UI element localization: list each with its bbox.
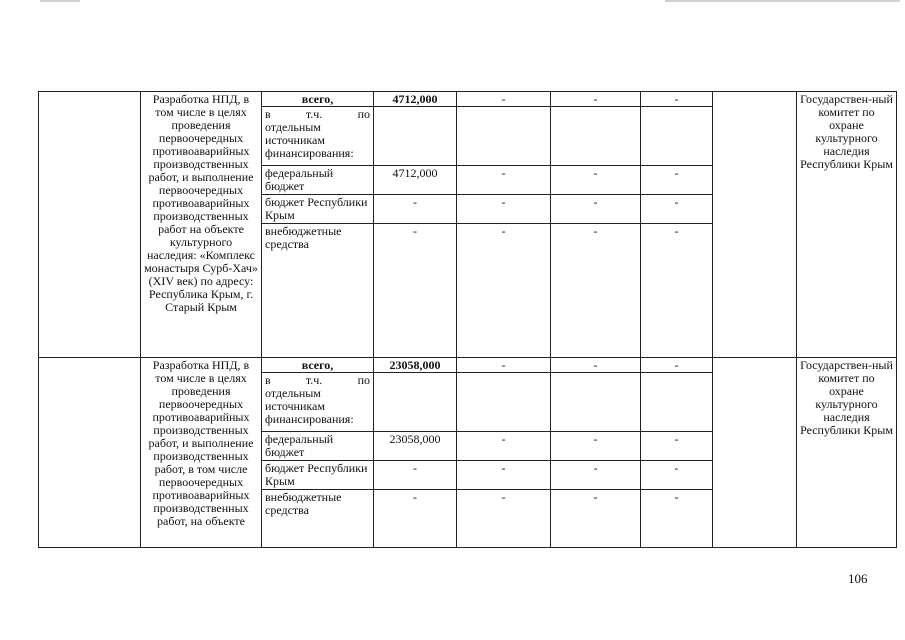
dash-cell: - <box>641 195 713 224</box>
dash-cell: - <box>457 92 551 107</box>
dash-cell: - <box>457 358 551 373</box>
empty-cell <box>457 107 551 166</box>
dash-cell: - <box>551 166 641 195</box>
activity-title: Разработка НПД, в том числе в целях проведения первоочередных противоаварийных производственных работ, и выполнение первоочередных противоаварийных производственных работ на объекте культурного наследия: «Комплекс монастыря Сурб-Хач» (XIV век) по адресу: Республика Крым, г. Старый Крым <box>141 92 262 358</box>
total-value: 4712,000 <box>374 92 457 107</box>
dash-cell: - <box>374 461 457 490</box>
empty-cell <box>641 107 713 166</box>
activity-title: Разработка НПД, в том числе в целях проведения первоочередных противоаварийных производственных работ, и выполнение производственных работ, в том числе первоочередных противоаварийных производственных работ, на объекте <box>141 358 262 548</box>
dash-cell: - <box>551 92 641 107</box>
including-word: в <box>265 373 271 387</box>
source-extrabudget-label: внебюджетные средства <box>262 224 374 358</box>
dash-cell: - <box>457 224 551 358</box>
dash-cell: - <box>641 461 713 490</box>
dash-cell: - <box>457 461 551 490</box>
including-rest: отдельным источникам финансирования: <box>265 386 354 426</box>
dash-cell: - <box>551 432 641 461</box>
empty-cell <box>551 107 641 166</box>
dash-cell: - <box>641 358 713 373</box>
dash-cell: - <box>374 195 457 224</box>
organization: Государствен-ный комитет по охране культурного наследия Республики Крым <box>797 358 897 548</box>
empty-cell <box>551 373 641 432</box>
scan-mark-right <box>665 0 900 2</box>
source-republic-label: бюджет Республики Крым <box>262 461 374 490</box>
dash-cell: - <box>457 490 551 548</box>
empty-cell <box>374 373 457 432</box>
dash-cell: - <box>374 490 457 548</box>
dash-cell: - <box>457 166 551 195</box>
source-republic-label: бюджет Республики Крым <box>262 195 374 224</box>
dash-cell: - <box>641 92 713 107</box>
dash-cell: - <box>551 461 641 490</box>
including-word: т.ч. <box>305 373 323 387</box>
dash-cell: - <box>551 490 641 548</box>
empty-cell <box>713 358 797 548</box>
including-rest: отдельным источникам финансирования: <box>265 120 354 160</box>
dash-cell: - <box>641 490 713 548</box>
funding-table <box>38 91 897 548</box>
organization: Государствен-ный комитет по охране культурного наследия Республики Крым <box>797 92 897 358</box>
empty-cell <box>39 358 141 548</box>
dash-cell: - <box>641 432 713 461</box>
scan-mark-left <box>40 0 80 2</box>
empty-cell <box>713 92 797 358</box>
dash-cell: - <box>457 195 551 224</box>
dash-cell: - <box>641 224 713 358</box>
empty-cell <box>374 107 457 166</box>
table-row <box>39 92 897 107</box>
dash-cell: - <box>641 166 713 195</box>
source-federal-label: федеральный бюджет <box>262 166 374 195</box>
source-including-label <box>262 373 374 432</box>
dash-cell: - <box>457 432 551 461</box>
including-word: т.ч. <box>305 107 323 121</box>
source-total-label: всего, <box>262 92 374 107</box>
table-row <box>39 358 897 373</box>
empty-cell <box>39 92 141 358</box>
empty-cell <box>457 373 551 432</box>
dash-cell: - <box>374 224 457 358</box>
federal-value: 23058,000 <box>374 432 457 461</box>
dash-cell: - <box>551 358 641 373</box>
empty-cell <box>641 373 713 432</box>
source-total-label: всего, <box>262 358 374 373</box>
including-word: по <box>357 373 370 387</box>
source-including-label <box>262 107 374 166</box>
dash-cell: - <box>551 195 641 224</box>
federal-value: 4712,000 <box>374 166 457 195</box>
total-value: 23058,000 <box>374 358 457 373</box>
including-word: по <box>357 107 370 121</box>
including-word: в <box>265 107 271 121</box>
dash-cell: - <box>551 224 641 358</box>
page-number: 106 <box>848 571 868 586</box>
source-extrabudget-label: внебюджетные средства <box>262 490 374 548</box>
source-federal-label: федеральный бюджет <box>262 432 374 461</box>
